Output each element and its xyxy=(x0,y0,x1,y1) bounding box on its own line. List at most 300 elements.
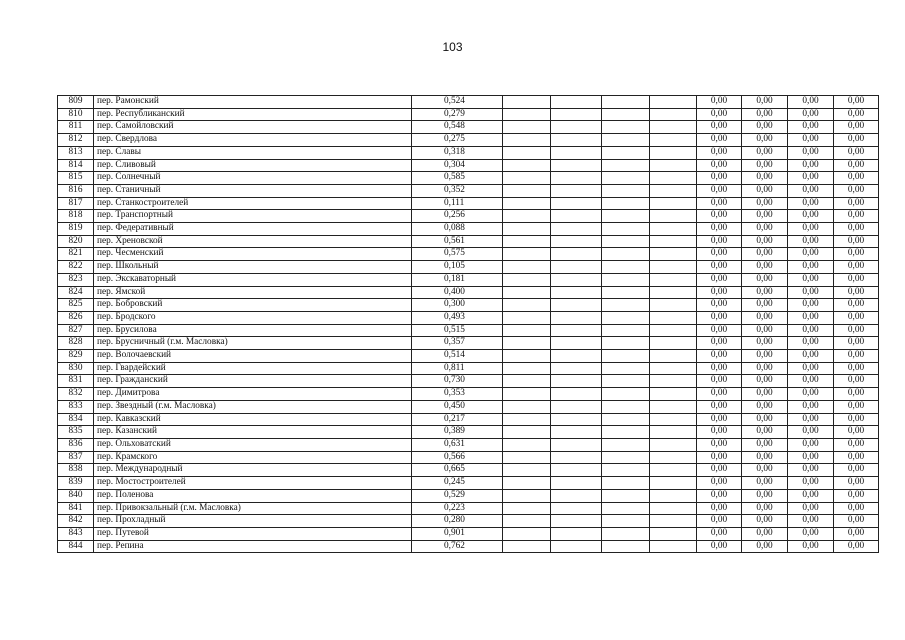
street-length: 0,515 xyxy=(412,324,503,337)
blank-cell xyxy=(551,299,602,312)
value-cell: 0,00 xyxy=(788,108,834,121)
value-cell: 0,00 xyxy=(742,223,788,236)
table-row xyxy=(58,311,879,324)
row-number: 835 xyxy=(58,426,94,439)
value-cell: 0,00 xyxy=(697,350,742,363)
value-cell: 0,00 xyxy=(788,540,834,553)
street-name: пер. Поленова xyxy=(94,489,412,502)
row-number: 810 xyxy=(58,108,94,121)
street-length: 0,256 xyxy=(412,210,503,223)
street-length: 0,901 xyxy=(412,527,503,540)
blank-cell xyxy=(650,515,697,528)
value-cell: 0,00 xyxy=(788,477,834,490)
blank-cell xyxy=(650,299,697,312)
blank-cell xyxy=(602,273,650,286)
value-cell: 0,00 xyxy=(834,261,879,274)
row-number: 826 xyxy=(58,311,94,324)
value-cell: 0,00 xyxy=(697,134,742,147)
value-cell: 0,00 xyxy=(788,311,834,324)
value-cell: 0,00 xyxy=(834,388,879,401)
value-cell: 0,00 xyxy=(788,324,834,337)
street-table xyxy=(57,95,879,553)
value-cell: 0,00 xyxy=(742,388,788,401)
value-cell: 0,00 xyxy=(788,388,834,401)
street-name: пер. Волочаевский xyxy=(94,350,412,363)
table-row xyxy=(58,248,879,261)
table-row xyxy=(58,477,879,490)
blank-cell xyxy=(602,400,650,413)
blank-cell xyxy=(650,400,697,413)
blank-cell xyxy=(602,210,650,223)
value-cell: 0,00 xyxy=(788,527,834,540)
table-row xyxy=(58,172,879,185)
table-row xyxy=(58,286,879,299)
value-cell: 0,00 xyxy=(834,108,879,121)
row-number: 823 xyxy=(58,273,94,286)
blank-cell xyxy=(602,489,650,502)
table-row xyxy=(58,426,879,439)
value-cell: 0,00 xyxy=(742,489,788,502)
blank-cell xyxy=(602,261,650,274)
value-cell: 0,00 xyxy=(834,134,879,147)
row-number: 836 xyxy=(58,438,94,451)
street-name: пер. Гвардейский xyxy=(94,362,412,375)
blank-cell xyxy=(551,108,602,121)
row-number: 819 xyxy=(58,223,94,236)
value-cell: 0,00 xyxy=(742,108,788,121)
street-length: 0,548 xyxy=(412,121,503,134)
table-row xyxy=(58,210,879,223)
street-length: 0,575 xyxy=(412,248,503,261)
blank-cell xyxy=(551,337,602,350)
value-cell: 0,00 xyxy=(742,159,788,172)
value-cell: 0,00 xyxy=(697,248,742,261)
blank-cell xyxy=(503,426,551,439)
blank-cell xyxy=(602,146,650,159)
blank-cell xyxy=(551,146,602,159)
blank-cell xyxy=(503,273,551,286)
row-number: 827 xyxy=(58,324,94,337)
blank-cell xyxy=(551,438,602,451)
blank-cell xyxy=(503,286,551,299)
blank-cell xyxy=(650,311,697,324)
blank-cell xyxy=(650,159,697,172)
value-cell: 0,00 xyxy=(742,146,788,159)
blank-cell xyxy=(602,172,650,185)
street-length: 0,665 xyxy=(412,464,503,477)
value-cell: 0,00 xyxy=(788,210,834,223)
blank-cell xyxy=(650,413,697,426)
value-cell: 0,00 xyxy=(697,362,742,375)
value-cell: 0,00 xyxy=(697,311,742,324)
blank-cell xyxy=(650,540,697,553)
value-cell: 0,00 xyxy=(788,489,834,502)
blank-cell xyxy=(602,337,650,350)
table-row xyxy=(58,96,879,109)
value-cell: 0,00 xyxy=(697,337,742,350)
street-length: 0,217 xyxy=(412,413,503,426)
blank-cell xyxy=(602,350,650,363)
street-length: 0,529 xyxy=(412,489,503,502)
value-cell: 0,00 xyxy=(697,324,742,337)
blank-cell xyxy=(503,311,551,324)
value-cell: 0,00 xyxy=(742,299,788,312)
blank-cell xyxy=(503,324,551,337)
table-body xyxy=(58,96,879,553)
value-cell: 0,00 xyxy=(834,197,879,210)
value-cell: 0,00 xyxy=(697,527,742,540)
value-cell: 0,00 xyxy=(697,235,742,248)
street-length: 0,111 xyxy=(412,197,503,210)
blank-cell xyxy=(503,540,551,553)
value-cell: 0,00 xyxy=(697,464,742,477)
blank-cell xyxy=(602,375,650,388)
value-cell: 0,00 xyxy=(788,451,834,464)
value-cell: 0,00 xyxy=(788,438,834,451)
row-number: 839 xyxy=(58,477,94,490)
street-name: пер. Репина xyxy=(94,540,412,553)
value-cell: 0,00 xyxy=(834,235,879,248)
blank-cell xyxy=(551,235,602,248)
value-cell: 0,00 xyxy=(788,235,834,248)
value-cell: 0,00 xyxy=(742,515,788,528)
value-cell: 0,00 xyxy=(742,248,788,261)
blank-cell xyxy=(602,324,650,337)
row-number: 841 xyxy=(58,502,94,515)
street-length: 0,389 xyxy=(412,426,503,439)
value-cell: 0,00 xyxy=(697,375,742,388)
value-cell: 0,00 xyxy=(697,502,742,515)
value-cell: 0,00 xyxy=(788,286,834,299)
street-name: пер. Сливовый xyxy=(94,159,412,172)
blank-cell xyxy=(602,134,650,147)
blank-cell xyxy=(551,324,602,337)
value-cell: 0,00 xyxy=(834,121,879,134)
blank-cell xyxy=(551,388,602,401)
table-row xyxy=(58,223,879,236)
row-number: 843 xyxy=(58,527,94,540)
blank-cell xyxy=(551,311,602,324)
value-cell: 0,00 xyxy=(697,489,742,502)
street-length: 0,514 xyxy=(412,350,503,363)
blank-cell xyxy=(650,375,697,388)
value-cell: 0,00 xyxy=(742,172,788,185)
blank-cell xyxy=(503,350,551,363)
blank-cell xyxy=(602,223,650,236)
table-row xyxy=(58,489,879,502)
row-number: 825 xyxy=(58,299,94,312)
street-name: пер. Гражданский xyxy=(94,375,412,388)
value-cell: 0,00 xyxy=(834,311,879,324)
row-number: 842 xyxy=(58,515,94,528)
blank-cell xyxy=(551,477,602,490)
value-cell: 0,00 xyxy=(697,210,742,223)
blank-cell xyxy=(551,184,602,197)
value-cell: 0,00 xyxy=(742,261,788,274)
table-row xyxy=(58,451,879,464)
value-cell: 0,00 xyxy=(742,502,788,515)
blank-cell xyxy=(650,235,697,248)
blank-cell xyxy=(503,134,551,147)
table-row xyxy=(58,197,879,210)
blank-cell xyxy=(650,172,697,185)
value-cell: 0,00 xyxy=(788,375,834,388)
blank-cell xyxy=(551,197,602,210)
blank-cell xyxy=(650,96,697,109)
value-cell: 0,00 xyxy=(697,388,742,401)
value-cell: 0,00 xyxy=(834,464,879,477)
row-number: 837 xyxy=(58,451,94,464)
value-cell: 0,00 xyxy=(834,502,879,515)
value-cell: 0,00 xyxy=(742,121,788,134)
value-cell: 0,00 xyxy=(742,477,788,490)
value-cell: 0,00 xyxy=(788,134,834,147)
value-cell: 0,00 xyxy=(834,438,879,451)
blank-cell xyxy=(650,464,697,477)
row-number: 831 xyxy=(58,375,94,388)
table-row xyxy=(58,527,879,540)
blank-cell xyxy=(602,451,650,464)
value-cell: 0,00 xyxy=(697,197,742,210)
blank-cell xyxy=(650,108,697,121)
value-cell: 0,00 xyxy=(788,350,834,363)
street-name: пер. Свердлова xyxy=(94,134,412,147)
value-cell: 0,00 xyxy=(834,210,879,223)
blank-cell xyxy=(602,121,650,134)
blank-cell xyxy=(503,400,551,413)
blank-cell xyxy=(650,489,697,502)
street-name: пер. Станкостроителей xyxy=(94,197,412,210)
blank-cell xyxy=(602,540,650,553)
value-cell: 0,00 xyxy=(697,477,742,490)
blank-cell xyxy=(551,375,602,388)
table-row xyxy=(58,184,879,197)
table-row xyxy=(58,413,879,426)
row-number: 813 xyxy=(58,146,94,159)
table-row xyxy=(58,134,879,147)
blank-cell xyxy=(602,362,650,375)
blank-cell xyxy=(503,464,551,477)
blank-cell xyxy=(650,210,697,223)
blank-cell xyxy=(503,477,551,490)
table-row xyxy=(58,235,879,248)
row-number: 832 xyxy=(58,388,94,401)
street-length: 0,450 xyxy=(412,400,503,413)
value-cell: 0,00 xyxy=(788,273,834,286)
blank-cell xyxy=(551,159,602,172)
page-number: 103 xyxy=(442,40,463,54)
blank-cell xyxy=(602,464,650,477)
value-cell: 0,00 xyxy=(834,172,879,185)
street-name: пер. Станичный xyxy=(94,184,412,197)
value-cell: 0,00 xyxy=(697,223,742,236)
value-cell: 0,00 xyxy=(697,400,742,413)
value-cell: 0,00 xyxy=(834,146,879,159)
value-cell: 0,00 xyxy=(697,299,742,312)
blank-cell xyxy=(650,477,697,490)
blank-cell xyxy=(551,273,602,286)
blank-cell xyxy=(602,311,650,324)
street-length: 0,181 xyxy=(412,273,503,286)
blank-cell xyxy=(503,489,551,502)
value-cell: 0,00 xyxy=(834,375,879,388)
table-row xyxy=(58,515,879,528)
blank-cell xyxy=(551,464,602,477)
blank-cell xyxy=(650,438,697,451)
value-cell: 0,00 xyxy=(742,337,788,350)
value-cell: 0,00 xyxy=(788,146,834,159)
value-cell: 0,00 xyxy=(742,273,788,286)
value-cell: 0,00 xyxy=(788,299,834,312)
value-cell: 0,00 xyxy=(697,273,742,286)
blank-cell xyxy=(602,159,650,172)
street-length: 0,304 xyxy=(412,159,503,172)
value-cell: 0,00 xyxy=(788,184,834,197)
blank-cell xyxy=(551,515,602,528)
row-number: 811 xyxy=(58,121,94,134)
value-cell: 0,00 xyxy=(788,96,834,109)
value-cell: 0,00 xyxy=(697,438,742,451)
blank-cell xyxy=(503,184,551,197)
blank-cell xyxy=(650,502,697,515)
blank-cell xyxy=(650,527,697,540)
blank-cell xyxy=(503,261,551,274)
value-cell: 0,00 xyxy=(788,261,834,274)
street-length: 0,105 xyxy=(412,261,503,274)
table-row xyxy=(58,375,879,388)
row-number: 815 xyxy=(58,172,94,185)
value-cell: 0,00 xyxy=(697,184,742,197)
value-cell: 0,00 xyxy=(834,337,879,350)
street-length: 0,275 xyxy=(412,134,503,147)
blank-cell xyxy=(602,438,650,451)
value-cell: 0,00 xyxy=(788,248,834,261)
blank-cell xyxy=(650,324,697,337)
value-cell: 0,00 xyxy=(742,540,788,553)
blank-cell xyxy=(551,223,602,236)
row-number: 829 xyxy=(58,350,94,363)
street-name: пер. Мостостроителей xyxy=(94,477,412,490)
street-length: 0,223 xyxy=(412,502,503,515)
blank-cell xyxy=(503,438,551,451)
value-cell: 0,00 xyxy=(834,489,879,502)
street-length: 0,353 xyxy=(412,388,503,401)
street-name: пер. Ольховатский xyxy=(94,438,412,451)
value-cell: 0,00 xyxy=(788,172,834,185)
blank-cell xyxy=(650,121,697,134)
value-cell: 0,00 xyxy=(697,108,742,121)
value-cell: 0,00 xyxy=(788,400,834,413)
street-length: 0,524 xyxy=(412,96,503,109)
row-number: 816 xyxy=(58,184,94,197)
value-cell: 0,00 xyxy=(742,311,788,324)
blank-cell xyxy=(650,451,697,464)
blank-cell xyxy=(650,248,697,261)
value-cell: 0,00 xyxy=(788,413,834,426)
value-cell: 0,00 xyxy=(742,400,788,413)
blank-cell xyxy=(503,248,551,261)
table-row xyxy=(58,502,879,515)
table-row xyxy=(58,362,879,375)
street-length: 0,493 xyxy=(412,311,503,324)
blank-cell xyxy=(503,337,551,350)
value-cell: 0,00 xyxy=(697,413,742,426)
blank-cell xyxy=(602,426,650,439)
blank-cell xyxy=(602,388,650,401)
blank-cell xyxy=(650,184,697,197)
street-name: пер. Димитрова xyxy=(94,388,412,401)
blank-cell xyxy=(551,413,602,426)
table-row xyxy=(58,540,879,553)
value-cell: 0,00 xyxy=(834,426,879,439)
blank-cell xyxy=(551,350,602,363)
street-name: пер. Брусилова xyxy=(94,324,412,337)
value-cell: 0,00 xyxy=(697,172,742,185)
table-row xyxy=(58,438,879,451)
street-name: пер. Международный xyxy=(94,464,412,477)
value-cell: 0,00 xyxy=(834,451,879,464)
table-row xyxy=(58,299,879,312)
blank-cell xyxy=(503,146,551,159)
blank-cell xyxy=(503,159,551,172)
table-row xyxy=(58,400,879,413)
value-cell: 0,00 xyxy=(834,362,879,375)
table-row xyxy=(58,273,879,286)
street-length: 0,730 xyxy=(412,375,503,388)
row-number: 822 xyxy=(58,261,94,274)
street-length: 0,811 xyxy=(412,362,503,375)
value-cell: 0,00 xyxy=(742,350,788,363)
street-length: 0,318 xyxy=(412,146,503,159)
blank-cell xyxy=(650,197,697,210)
value-cell: 0,00 xyxy=(697,286,742,299)
row-number: 818 xyxy=(58,210,94,223)
value-cell: 0,00 xyxy=(788,223,834,236)
street-name: пер. Рамонский xyxy=(94,96,412,109)
blank-cell xyxy=(650,426,697,439)
row-number: 833 xyxy=(58,400,94,413)
blank-cell xyxy=(503,172,551,185)
value-cell: 0,00 xyxy=(834,299,879,312)
blank-cell xyxy=(551,210,602,223)
value-cell: 0,00 xyxy=(742,210,788,223)
blank-cell xyxy=(650,362,697,375)
blank-cell xyxy=(602,413,650,426)
blank-cell xyxy=(503,96,551,109)
street-length: 0,088 xyxy=(412,223,503,236)
blank-cell xyxy=(551,121,602,134)
blank-cell xyxy=(551,426,602,439)
blank-cell xyxy=(602,248,650,261)
blank-cell xyxy=(602,108,650,121)
street-name: пер. Экскаваторный xyxy=(94,273,412,286)
blank-cell xyxy=(602,527,650,540)
row-number: 824 xyxy=(58,286,94,299)
blank-cell xyxy=(503,299,551,312)
value-cell: 0,00 xyxy=(697,159,742,172)
table-row xyxy=(58,464,879,477)
blank-cell xyxy=(551,527,602,540)
street-name: пер. Бродского xyxy=(94,311,412,324)
value-cell: 0,00 xyxy=(697,96,742,109)
blank-cell xyxy=(503,527,551,540)
blank-cell xyxy=(551,540,602,553)
street-name: пер. Бобровский xyxy=(94,299,412,312)
row-number: 809 xyxy=(58,96,94,109)
street-name: пер. Казанский xyxy=(94,426,412,439)
street-length: 0,280 xyxy=(412,515,503,528)
row-number: 814 xyxy=(58,159,94,172)
